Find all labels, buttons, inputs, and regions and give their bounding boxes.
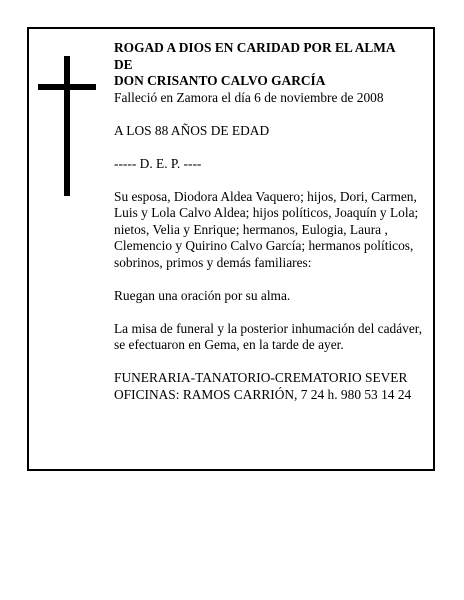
deceased-name: DON CRISANTO CALVO GARCÍA: [114, 73, 326, 88]
obituary-text: [114, 40, 429, 403]
funeral-text: La misa de funeral y la posterior inhumación del cadáver, se efectuaron en Gema, en la tarde de ayer.: [114, 320, 423, 352]
header-line-2: DE: [114, 56, 133, 72]
death-info: Falleció en Zamora el día 6 de noviembre de 2008: [114, 89, 384, 105]
cross-icon-crossbar: [38, 84, 96, 90]
dep-text: ----- D. E. P. ----: [114, 155, 202, 171]
prayer-text: Ruegan una oración por su alma.: [114, 287, 291, 303]
header-line-1: ROGAD A DIOS EN CARIDAD POR EL ALMA: [114, 40, 396, 55]
funeral-home: FUNERARIA-TANATORIO-CREMATORIO SEVER: [114, 370, 408, 385]
family-text: Su esposa, Diodora Aldea Vaquero; hijos, Dori, Carmen, Luis y Lola Calvo Aldea; hijos políticos, Joaquín y Lola; nietos, Velia y Enrique; hermanos, Eulogia, Laura , Clemencio y Quirino Calvo García; hermanos políticos, sobrinos, primos y demás familiares:: [114, 188, 419, 270]
offices-info: OFICINAS: RAMOS CARRIÓN, 7 24 h. 980 53 14 24: [114, 386, 412, 402]
cross-icon: [64, 56, 70, 196]
age-text: A LOS 88 AÑOS DE EDAD: [114, 122, 270, 138]
